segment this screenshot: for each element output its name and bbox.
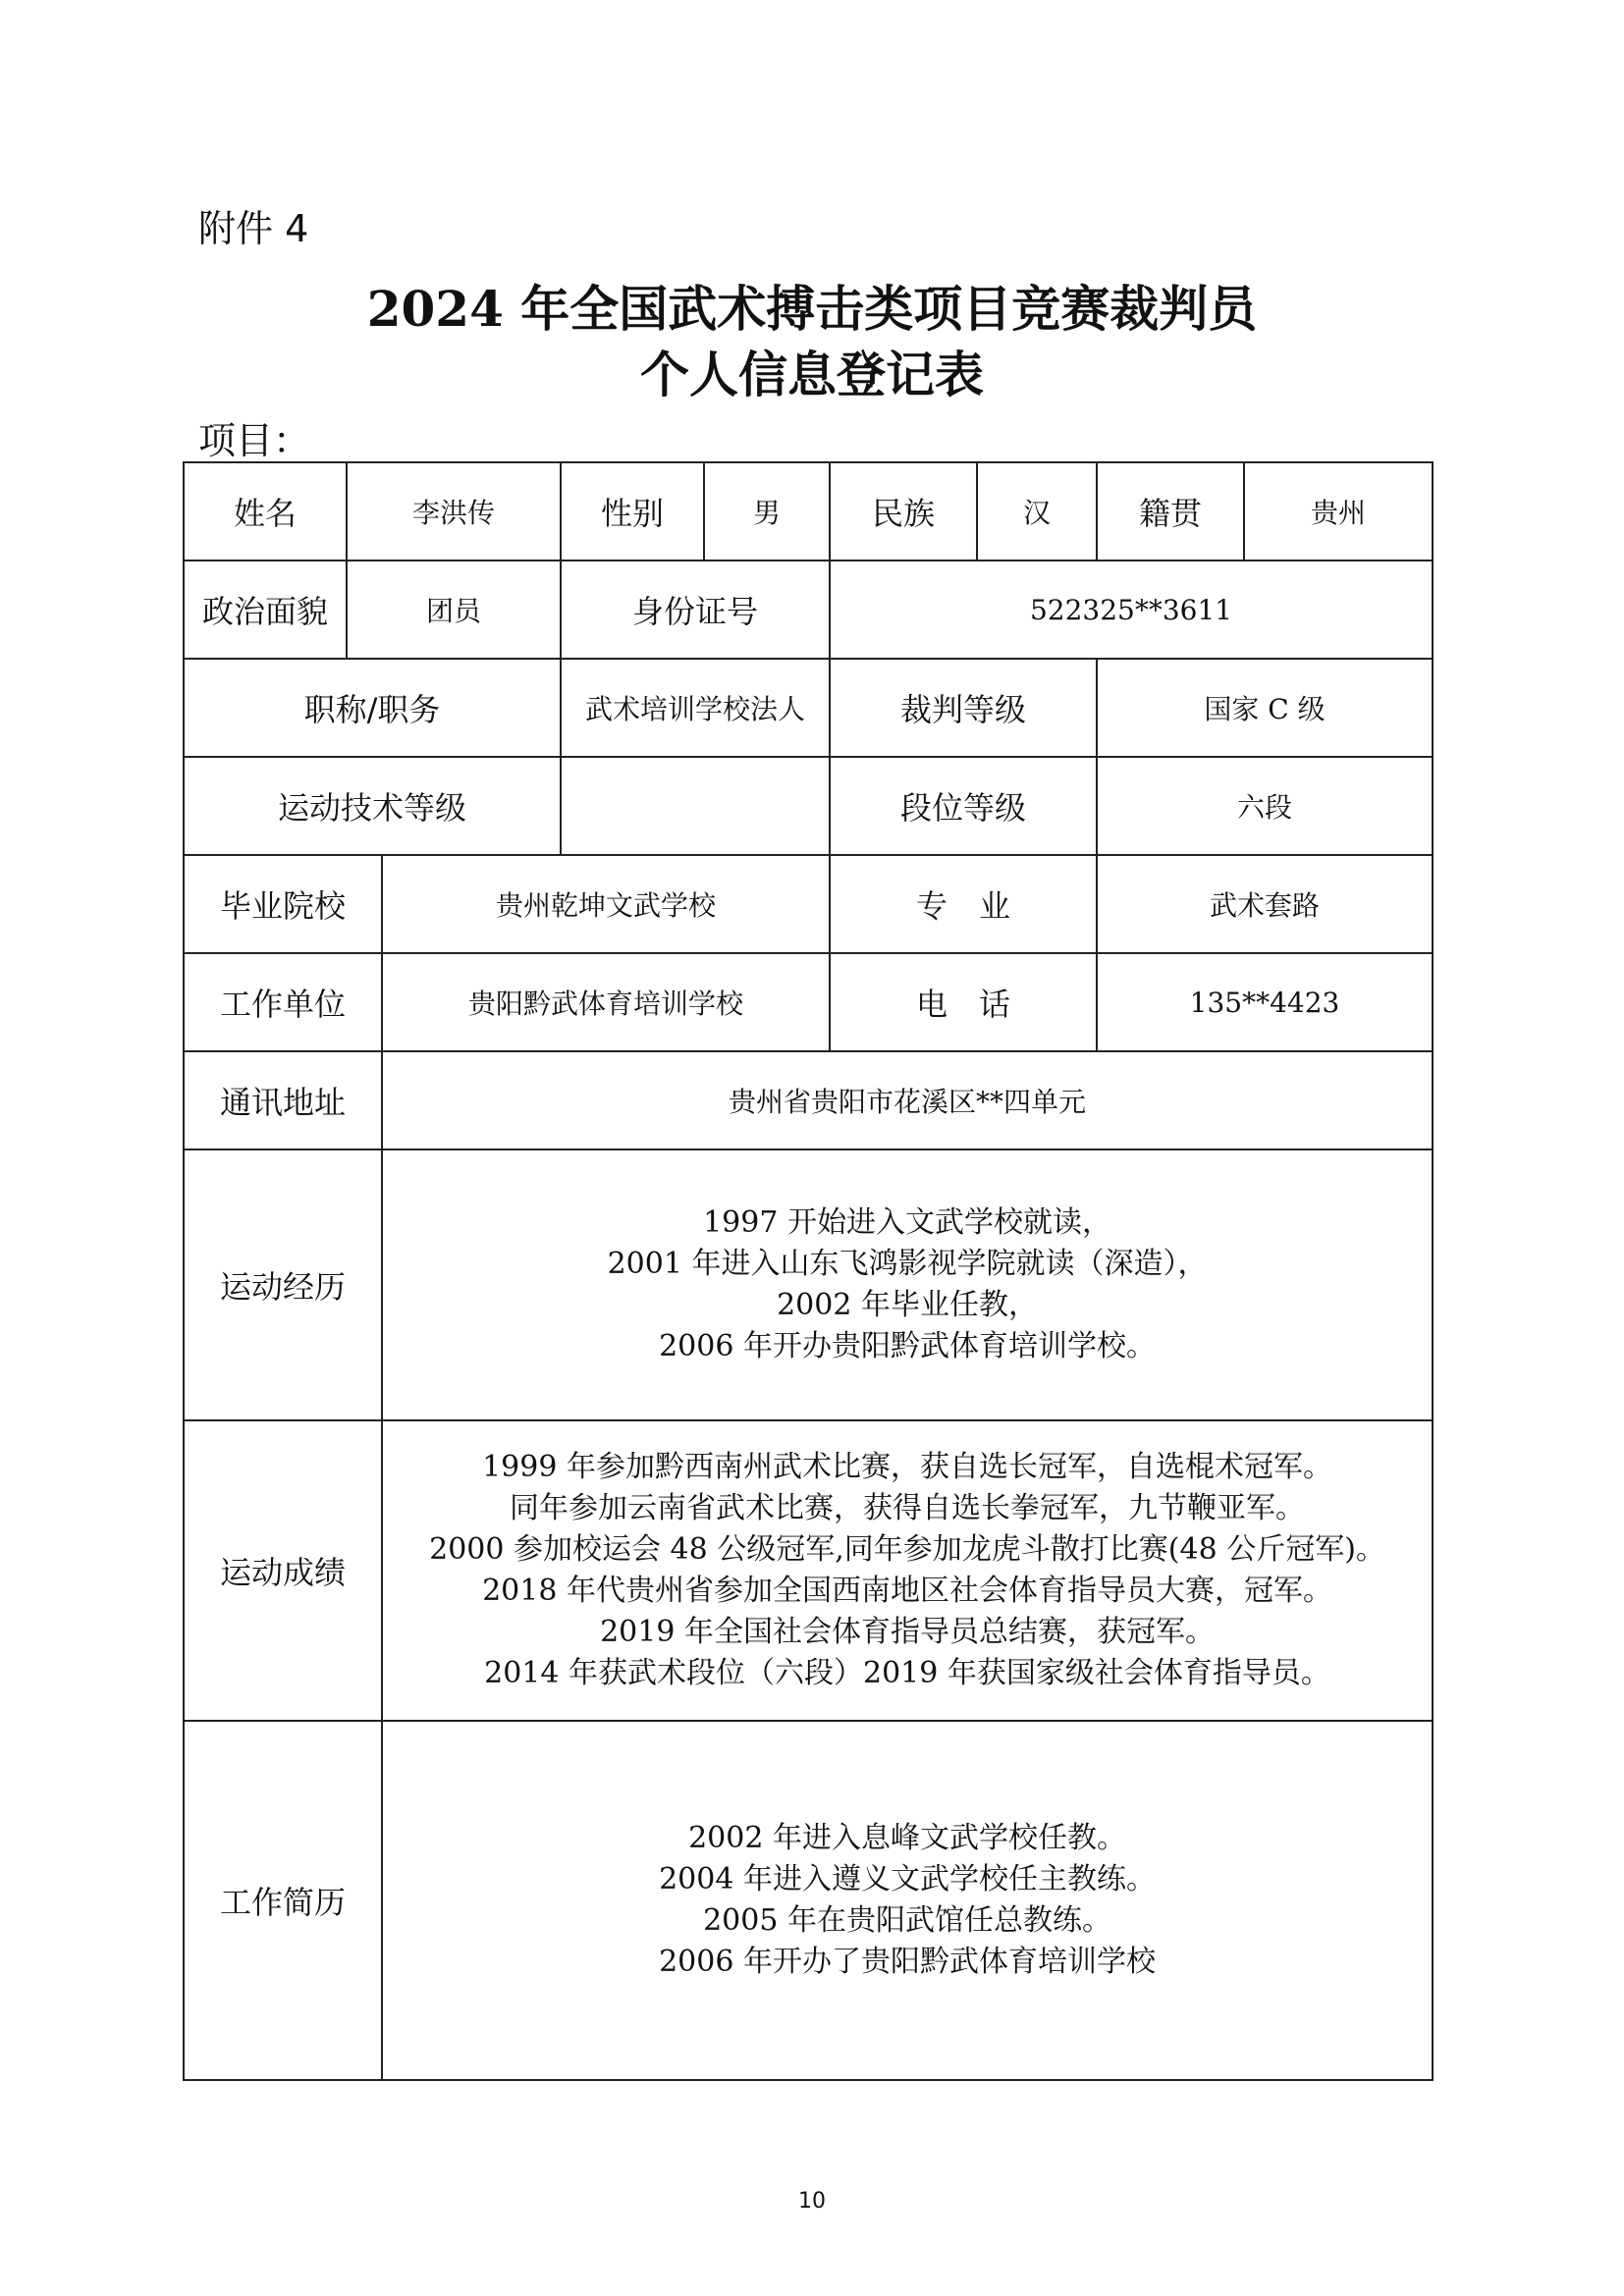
experience-line: 2002 年毕业任教， — [777, 1288, 1038, 1322]
name-label: 姓名 — [184, 462, 347, 561]
achievement-line: 2014 年获武术段位（六段）2019 年获国家级社会体育指导员。 — [484, 1656, 1330, 1690]
achievement-line: 2018 年代贵州省参加全国西南地区社会体育指导员大赛，冠军。 — [482, 1574, 1332, 1608]
document-subtitle: 个人信息登记表 — [640, 346, 984, 403]
dan-level-value: 六段 — [1097, 757, 1433, 855]
career-line: 2005 年在贵阳武馆任总教练。 — [703, 1903, 1111, 1938]
attachment-label: 附件 4 — [198, 207, 309, 250]
career-line: 2002 年进入息峰文武学校任教。 — [688, 1821, 1126, 1855]
graduate-school-label: 毕业院校 — [184, 855, 382, 953]
sport-level-label: 运动技术等级 — [184, 757, 561, 855]
id-number-label: 身份证号 — [561, 561, 830, 659]
achievement-line: 2000 参加校运会 48 公级冠军,同年参加龙虎斗散打比赛(48 公斤冠军)。 — [429, 1532, 1385, 1567]
native-place-value: 贵州 — [1244, 462, 1433, 561]
major-value: 武术套路 — [1097, 855, 1433, 953]
row-title-referee — [184, 659, 1433, 757]
graduate-school-value: 贵州乾坤文武学校 — [382, 855, 830, 953]
sport-level-value — [561, 757, 830, 855]
gender-label: 性别 — [561, 462, 704, 561]
row-work-history — [184, 1721, 1433, 2080]
career-line: 2006 年开办了贵阳黔武体育培训学校 — [659, 1945, 1156, 1979]
sports-achievements-label: 运动成绩 — [184, 1420, 382, 1721]
phone-value: 135**4423 — [1097, 953, 1433, 1051]
dan-level-label: 段位等级 — [830, 757, 1097, 855]
achievement-line: 同年参加云南省武术比赛，获得自选长拳冠军，九节鞭亚军。 — [510, 1491, 1305, 1525]
gender-value: 男 — [704, 462, 830, 561]
work-unit-value: 贵阳黔武体育培训学校 — [382, 953, 830, 1051]
name-value: 李洪传 — [347, 462, 561, 561]
political-status-label: 政治面貌 — [184, 561, 347, 659]
row-sports-achievements — [184, 1420, 1433, 1721]
work-history-text — [382, 1721, 1433, 2080]
row-school-major — [184, 855, 1433, 953]
page-number: 10 — [798, 2189, 826, 2214]
native-place-label: 籍贯 — [1097, 462, 1244, 561]
achievement-line: 1999 年参加黔西南州武术比赛，获自选长冠军，自选棍术冠军。 — [482, 1450, 1332, 1484]
sports-experience-text — [382, 1149, 1433, 1420]
work-history-label: 工作简历 — [184, 1721, 382, 2080]
row-sports-experience — [184, 1149, 1433, 1420]
row-basic-info — [184, 462, 1433, 561]
experience-line: 2006 年开办贵阳黔武体育培训学校。 — [659, 1329, 1156, 1363]
career-line: 2004 年进入遵义文武学校任主教练。 — [659, 1862, 1156, 1896]
row-sport-dan — [184, 757, 1433, 855]
experience-line: 1997 开始进入文武学校就读， — [703, 1205, 1111, 1240]
row-work-phone — [184, 953, 1433, 1051]
ethnicity-value: 汉 — [977, 462, 1097, 561]
project-label: 项目： — [198, 419, 311, 462]
row-political-id — [184, 561, 1433, 659]
political-status-value: 团员 — [347, 561, 561, 659]
job-title-label: 职称/职务 — [184, 659, 561, 757]
registration-form-table — [183, 461, 1434, 2081]
referee-level-value: 国家 C 级 — [1097, 659, 1433, 757]
sports-experience-label: 运动经历 — [184, 1149, 382, 1420]
achievement-line: 2019 年全国社会体育指导员总结赛，获冠军。 — [600, 1615, 1215, 1649]
sports-achievements-text — [382, 1420, 1433, 1721]
ethnicity-label: 民族 — [830, 462, 977, 561]
document-title: 2024 年全国武术搏击类项目竞赛裁判员 — [366, 280, 1258, 338]
row-address — [184, 1051, 1433, 1149]
id-number-value: 522325**3611 — [830, 561, 1433, 659]
job-title-value: 武术培训学校法人 — [561, 659, 830, 757]
address-value: 贵州省贵阳市花溪区**四单元 — [382, 1051, 1433, 1149]
referee-level-label: 裁判等级 — [830, 659, 1097, 757]
work-unit-label: 工作单位 — [184, 953, 382, 1051]
phone-label: 电 话 — [830, 953, 1097, 1051]
major-label: 专 业 — [830, 855, 1097, 953]
address-label: 通讯地址 — [184, 1051, 382, 1149]
experience-line: 2001 年进入山东飞鸿影视学院就读（深造）， — [607, 1247, 1208, 1281]
